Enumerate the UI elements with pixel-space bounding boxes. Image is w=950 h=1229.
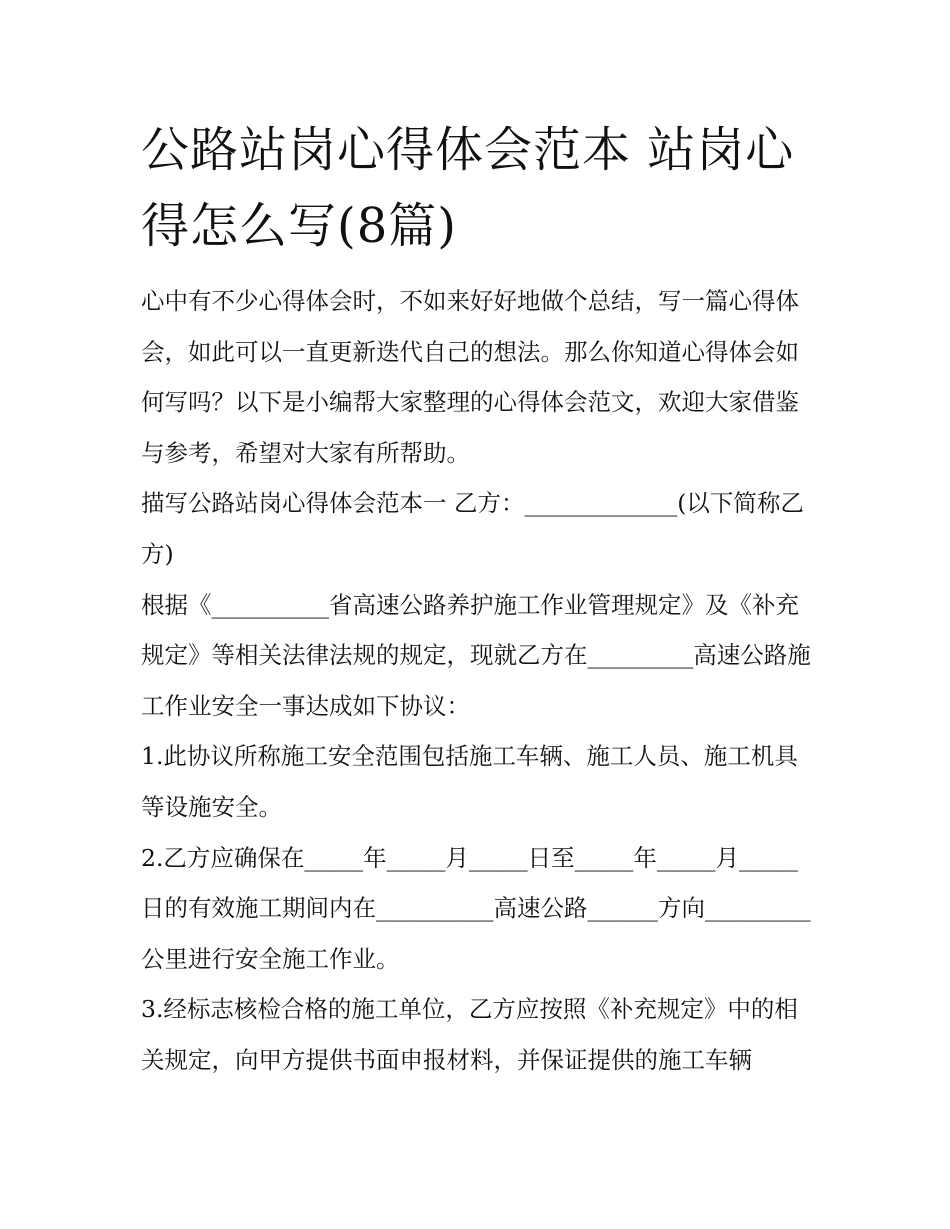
- paragraph-intro: 心中有不少心得体会时，不如来好好地做个总结，写一篇心得体会，如此可以一直更新迭代自己的想法。那么你知道心得体会如何写吗？以下是小编帮大家整理的心得体会范文，欢迎大家借鉴与参考，希望对大家有所帮助。: [141, 287, 799, 467]
- paragraph-party-b: 描写公路站岗心得体会范本一 乙方：_____________(以下简称乙方): [141, 489, 804, 568]
- paragraph-clause-3: 3.经标志核检合格的施工单位，乙方应按照《补充规定》中的相关规定，向甲方提供书面申报材料，并保证提供的施工车辆: [141, 995, 798, 1074]
- document-title: 公路站岗心得体会范本 站岗心得怎么写(8篇): [141, 122, 795, 254]
- paragraph-basis: 根据《__________省高速公路养护施工作业管理规定》及《补充规定》等相关法律法规的规定，现就乙方在_________高速公路施工作业安全一事达成如下协议：: [141, 590, 811, 720]
- document-body: [141, 276, 821, 1086]
- paragraph-clause-2: 2.乙方应确保在_____年_____月_____日至_____年_____月_____日的有效施工期间内在__________高速公路______方向_________公里进行安全施工作业。: [141, 843, 811, 973]
- paragraph-clause-1: 1.此协议所称施工安全范围包括施工车辆、施工人员、施工机具等设施安全。: [141, 742, 798, 821]
